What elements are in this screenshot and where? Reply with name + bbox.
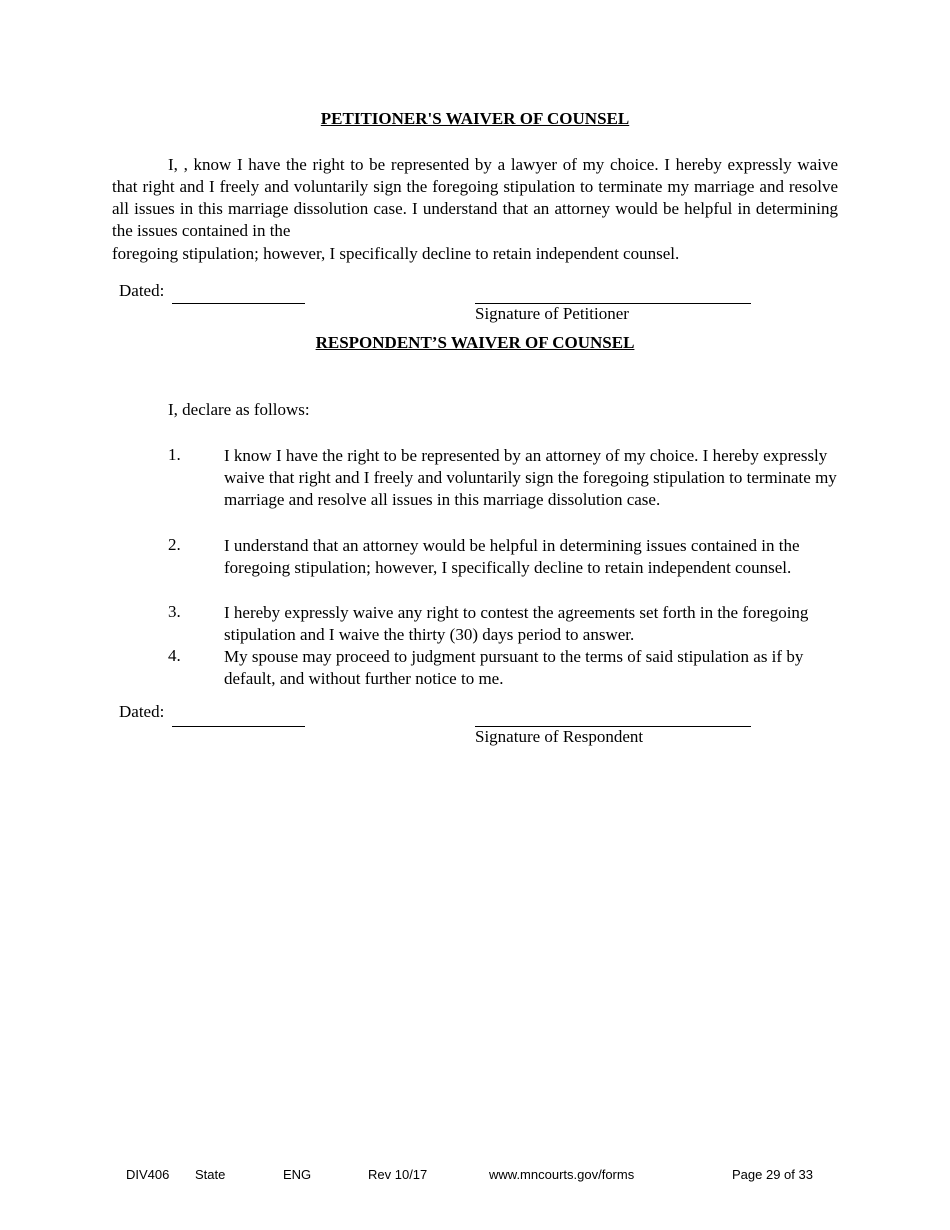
list-item-number: 2. [168, 535, 181, 554]
respondent-intro: I, declare as follows: [168, 400, 310, 419]
petitioner-heading: PETITIONER'S WAIVER OF COUNSEL [320, 109, 630, 128]
list-item-number: 1. [168, 445, 181, 464]
footer-revision: Rev 10/17 [368, 1167, 428, 1182]
respondent-date-line[interactable] [172, 726, 305, 727]
footer-jurisdiction: State [195, 1167, 226, 1182]
footer-form-id: DIV406 [126, 1167, 170, 1182]
footer-url[interactable]: www.mncourts.gov/forms [489, 1167, 635, 1182]
petitioner-paragraph: I, , know I have the right to be represented by a lawyer of my choice. I hereby expressly waive that right and I freely and voluntarily sign the foregoing stipulation to terminate my marriage and resolve all issues in this marriage dissolution case. I understand that an attorney would be helpful in determining the issues contained in the [112, 155, 838, 240]
footer-page-number: Page 29 of 33 [732, 1167, 813, 1182]
list-item: My spouse may proceed to judgment pursuant to the terms of said stipulation as if by default, and without further notice to me. [224, 647, 804, 688]
list-item-number: 3. [168, 602, 181, 621]
petitioner-date-line[interactable] [172, 303, 305, 304]
respondent-dated-label: Dated: [119, 702, 165, 721]
respondent-heading: RESPONDENT’S WAIVER OF COUNSEL [315, 333, 635, 352]
list-item-number: 4. [168, 646, 181, 665]
list-item: I hereby expressly waive any right to contest the agreements set forth in the foregoing stipulation and I waive the thirty (30) days period to answer. [224, 603, 809, 644]
footer-language: ENG [283, 1167, 312, 1182]
list-item: I understand that an attorney would be helpful in determining issues contained in the foregoing stipulation; however, I specifically decline to retain independent counsel. [224, 536, 800, 577]
petitioner-signature-label: Signature of Petitioner [475, 304, 629, 323]
list-item: I know I have the right to be represented by an attorney of my choice. I hereby expressly waive that right and I freely and voluntarily sign the foregoing stipulation to terminate my marriage and resolve all issues in this marriage dissolution case. [224, 446, 837, 509]
petitioner-dated-label: Dated: [119, 281, 165, 300]
petitioner-paragraph-continued: foregoing stipulation; however, I specifically decline to retain independent counsel. [112, 244, 680, 263]
respondent-signature-label: Signature of Respondent [475, 727, 644, 746]
